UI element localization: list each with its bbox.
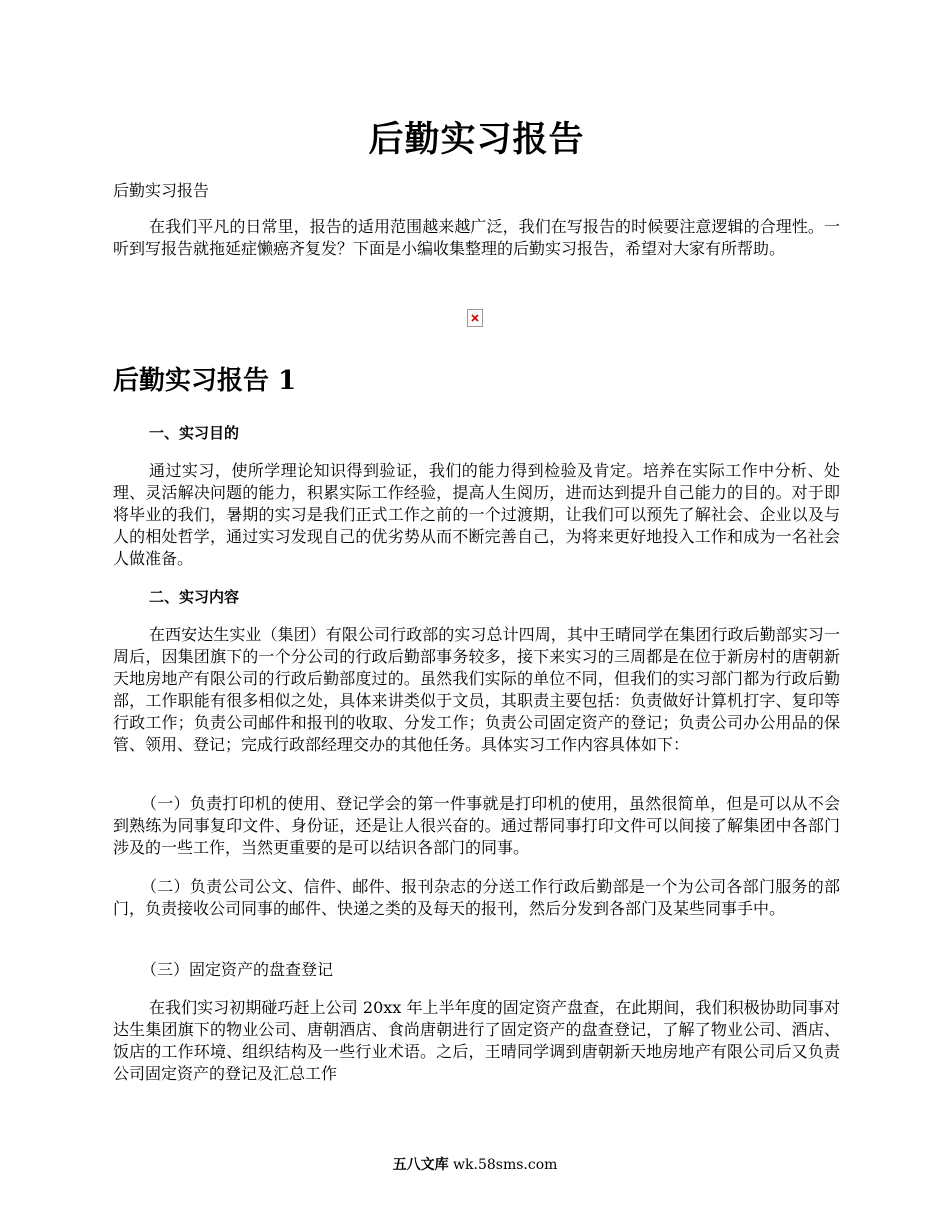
paragraph-item-printer: （一）负责打印机的使用、登记学会的第一件事就是打印机的使用，虽然很简单，但是可以从不会到熟练为同事复印文件、身份证，还是让人很兴奋的。通过帮同事打印文件可以间接了解集团中各部门涉及的一些工作，当然更重要的是可以结识各部门的同事。 xyxy=(113,794,840,857)
paragraph-assets-inventory: 在我们实习初期碰巧赶上公司 20xx 年上半年度的固定资产盘查，在此期间，我们积极协助同事对达生集团旗下的物业公司、唐朝酒店、食尚唐朝进行了固定资产的盘查登记，了解了物业公司、酒店、饭店的工作环境、组织结构及一些行业术语。之后，王晴同学调到唐朝新天地房地产有限公司后又负责公司固定资产的登记及汇总工作 xyxy=(113,998,840,1083)
section-heading-report-1: 后勤实习报告 1 xyxy=(113,366,297,396)
paragraph-internship-content: 在西安达生实业（集团）有限公司行政部的实习总计四周，其中王晴同学在集团行政后勤部实习一周后，因集团旗下的一个分公司的行政后勤部事务较多，接下来实习的三周都是在位于新房村的唐朝新天地房地产有限公司的行政后勤部度过的。虽然我们实际的单位不同，但我们的实习部门都为行政后勤部，工作职能有很多相似之处，具体来讲类似于文员，其职责主要包括：负责做好计算机打字、复印等行政工作；负责公司邮件和报刊的收取、分发工作；负责公司固定资产的登记；负责公司办公用品的保管、领用、登记；完成行政部经理交办的其他任务。具体实习工作内容具体如下： xyxy=(113,625,840,754)
paragraph-item-assets-title: （三）固定资产的盘查登记 xyxy=(141,960,334,979)
footer-site-name: 五八文库 xyxy=(392,1157,449,1173)
paragraph-item-mail: （二）负责公司公文、信件、邮件、报刊杂志的分送工作行政后勤部是一个为公司各部门服务的部门，负责接收公司同事的邮件、快递之类的及每天的报刊，然后分发到各部门及某些同事手中。 xyxy=(113,877,840,918)
document-title: 后勤实习报告 xyxy=(368,119,585,160)
heading-internship-content: 二、实习内容 xyxy=(149,588,240,606)
broken-image-icon xyxy=(467,309,483,327)
paragraph-internship-purpose: 通过实习，使所学理论知识得到验证，我们的能力得到检验及肯定。培养在实际工作中分析、处理、灵活解决问题的能力，积累实际工作经验，提高人生阅历，进而达到提升自己能力的目的。对于即将毕业的我们，暑期的实习是我们正式工作之前的一个过渡期，让我们可以预先了解社会、企业以及与人的相处哲学，通过实习发现自己的优劣势从而不断完善自己，为将来更好地投入工作和成为一名社会人做准备。 xyxy=(113,461,840,568)
document-subtitle: 后勤实习报告 xyxy=(113,181,210,200)
page-footer xyxy=(0,1156,950,1174)
heading-internship-purpose: 一、实习目的 xyxy=(149,424,240,442)
intro-paragraph: 在我们平凡的日常里，报告的适用范围越来越广泛，我们在写报告的时候要注意逻辑的合理性。一听到写报告就拖延症懒癌齐复发？下面是小编收集整理的后勤实习报告，希望对大家有所帮助。 xyxy=(113,217,840,258)
footer-site-url[interactable]: wk.58sms.com xyxy=(453,1157,558,1173)
